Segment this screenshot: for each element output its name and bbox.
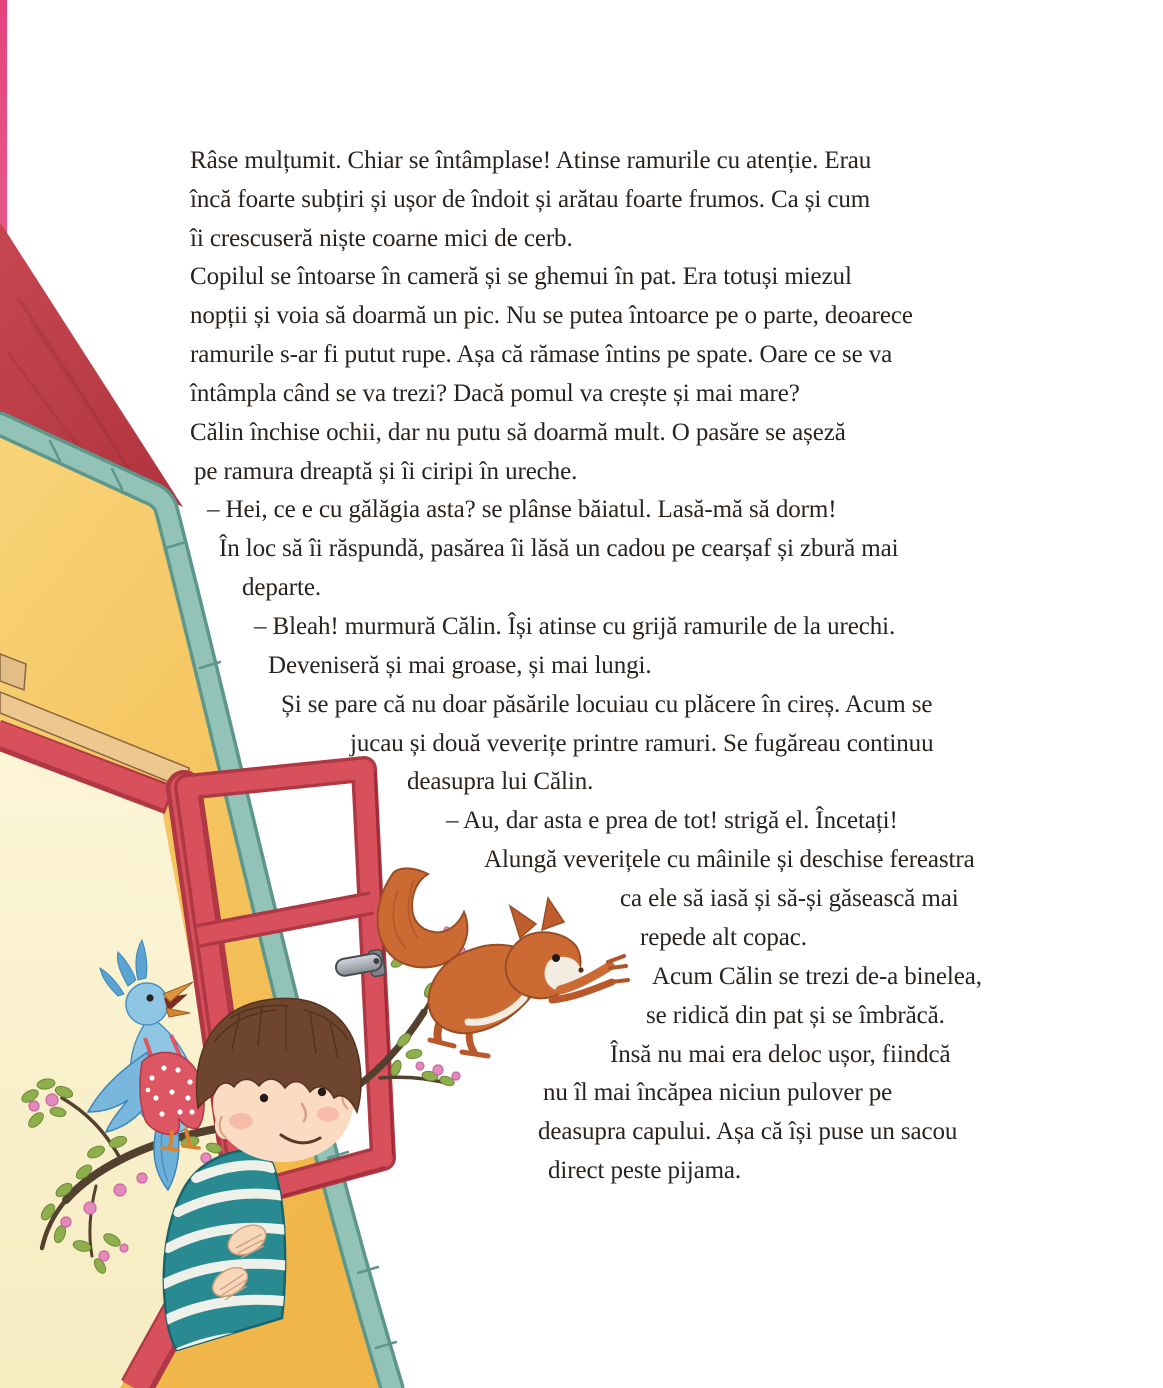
squirrel-eye — [552, 954, 560, 962]
story-line: Însă nu mai era deloc ușor, fiindcă — [610, 1041, 951, 1068]
story-line: – Hei, ce e cu gălăgia asta? se plânse băiatul. Lasă-mă să dorm! — [207, 496, 837, 523]
story-line: departe. — [242, 574, 322, 601]
story-line: nu îl mai încăpea niciun pulover pe — [543, 1079, 893, 1106]
squirrel-paws — [608, 956, 628, 982]
story-line: deasupra capului. Așa că își puse un sacou — [538, 1118, 958, 1145]
story-line: Copilul se întoarse în cameră și se ghemui în pat. Era totuși miezul — [190, 263, 852, 290]
squirrel-tail — [378, 868, 468, 967]
story-line: jucau și două veverițe printre ramuri. Se fugăreau continuu — [350, 730, 934, 757]
story-line: Alungă veverițele cu mâinile și deschise fereastra — [484, 846, 975, 873]
story-line: – Bleah! murmură Călin. Își atinse cu grijă ramurile de la urechi. — [254, 613, 896, 640]
story-line: – Au, dar asta e prea de tot! strigă el. Încetați! — [446, 807, 898, 834]
story-line: ramurile s-ar fi putut rupe. Așa că rămase întins pe spate. Oare ce se va — [190, 341, 893, 368]
story-line: deasupra lui Călin. — [407, 768, 594, 795]
story-line: Călin închise ochii, dar nu putu să doarmă mult. O pasăre se așeză — [190, 419, 846, 446]
bird-head — [126, 983, 168, 1025]
story-line: În loc să îi răspundă, pasărea îi lăsă un cadou pe cearșaf și zbură mai — [219, 535, 899, 562]
story-line: repede alt copac. — [640, 924, 807, 951]
story-line: încă foarte subțiri și ușor de îndoit și arătau foarte frumos. Ca și cum — [190, 186, 871, 213]
story-line: direct peste pijama. — [548, 1157, 742, 1184]
story-line: îi crescuseră niște coarne mici de cerb. — [190, 225, 573, 252]
story-line: pe ramura dreaptă și îi ciripi în ureche. — [194, 458, 578, 485]
story-line: se ridică din pat și se îmbrăcă. — [646, 1002, 945, 1029]
story-line: întâmpla când se va trezi? Dacă pomul va crește și mai mare? — [190, 380, 800, 407]
bird-eye — [146, 994, 153, 1001]
story-line: Râse mulțumit. Chiar se întâmplase! Atinse ramurile cu atenție. Erau — [190, 147, 872, 174]
story-line: ca ele să iasă și să-și găsească mai — [620, 885, 959, 912]
story-line: Și se pare că nu doar păsările locuiau cu plăcere în cireș. Acum se — [281, 691, 933, 718]
squirrel-nose — [578, 967, 583, 972]
story-line: Deveniseră și mai groase, și mai lungi. — [268, 652, 652, 679]
story-line: nopții și voia să doarmă un pic. Nu se putea întoarce pe o parte, deoarece — [190, 302, 913, 329]
story-line: Acum Călin se trezi de-a binelea, — [652, 963, 982, 990]
